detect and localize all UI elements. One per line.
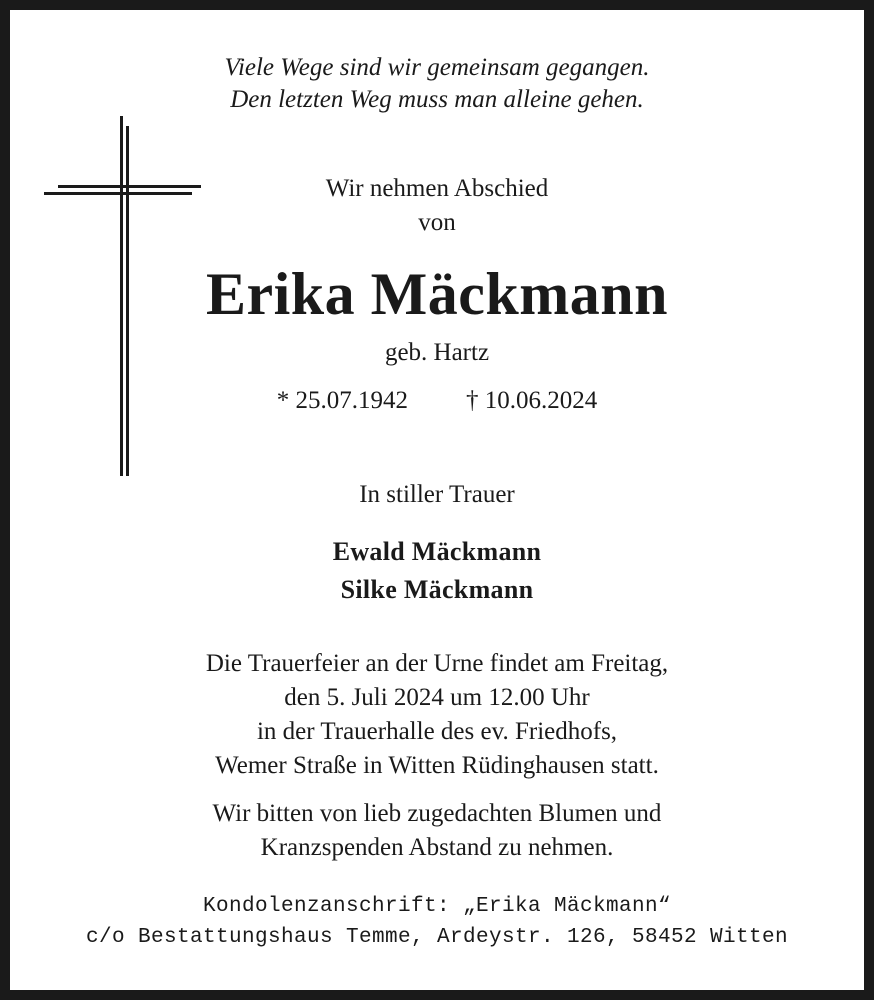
condolence-line: c/o Bestattungshaus Temme, Ardeystr. 126, 58452 Witten (85, 926, 789, 949)
flower-request (10, 797, 864, 865)
ceremony-details (10, 647, 864, 783)
life-dates (10, 384, 864, 418)
intro-line: Wir nehmen Abschied (325, 175, 549, 202)
mourning-phrase: In stiller Trauer (359, 481, 515, 508)
mourner-name: Ewald Mäckmann (332, 537, 542, 566)
ceremony-line: Die Trauerfeier an der Urne findet am Freitag, (205, 650, 669, 677)
ceremony-line: in der Trauerhalle des ev. Friedhofs, (256, 718, 618, 745)
deceased-name: Erika Mäckmann (205, 261, 669, 327)
ceremony-line: den 5. Juli 2024 um 12.00 Uhr (284, 684, 590, 711)
motto-line: Den letzten Weg muss man alleine gehen. (230, 86, 644, 113)
condolence-line: Kondolenzanschrift: „Erika Mäckmann“ (202, 895, 672, 918)
condolence-address (10, 891, 864, 953)
request-line: Wir bitten von lieb zugedachten Blumen und (212, 800, 662, 827)
birth-date: * 25.07.1942 (276, 387, 408, 414)
motto (10, 52, 864, 116)
mourners-list (10, 533, 864, 609)
request-line: Kranzspenden Abstand zu nehmen. (260, 834, 614, 861)
motto-line: Viele Wege sind wir gemeinsam gegangen. (224, 54, 650, 81)
farewell-intro (10, 172, 864, 240)
maiden-name: geb. Hartz (384, 339, 490, 366)
intro-line: von (418, 209, 456, 236)
ceremony-line: Wemer Straße in Witten Rüdinghausen statt. (215, 752, 659, 779)
mourner-name: Silke Mäckmann (340, 575, 534, 604)
death-date: † 10.06.2024 (466, 387, 598, 414)
